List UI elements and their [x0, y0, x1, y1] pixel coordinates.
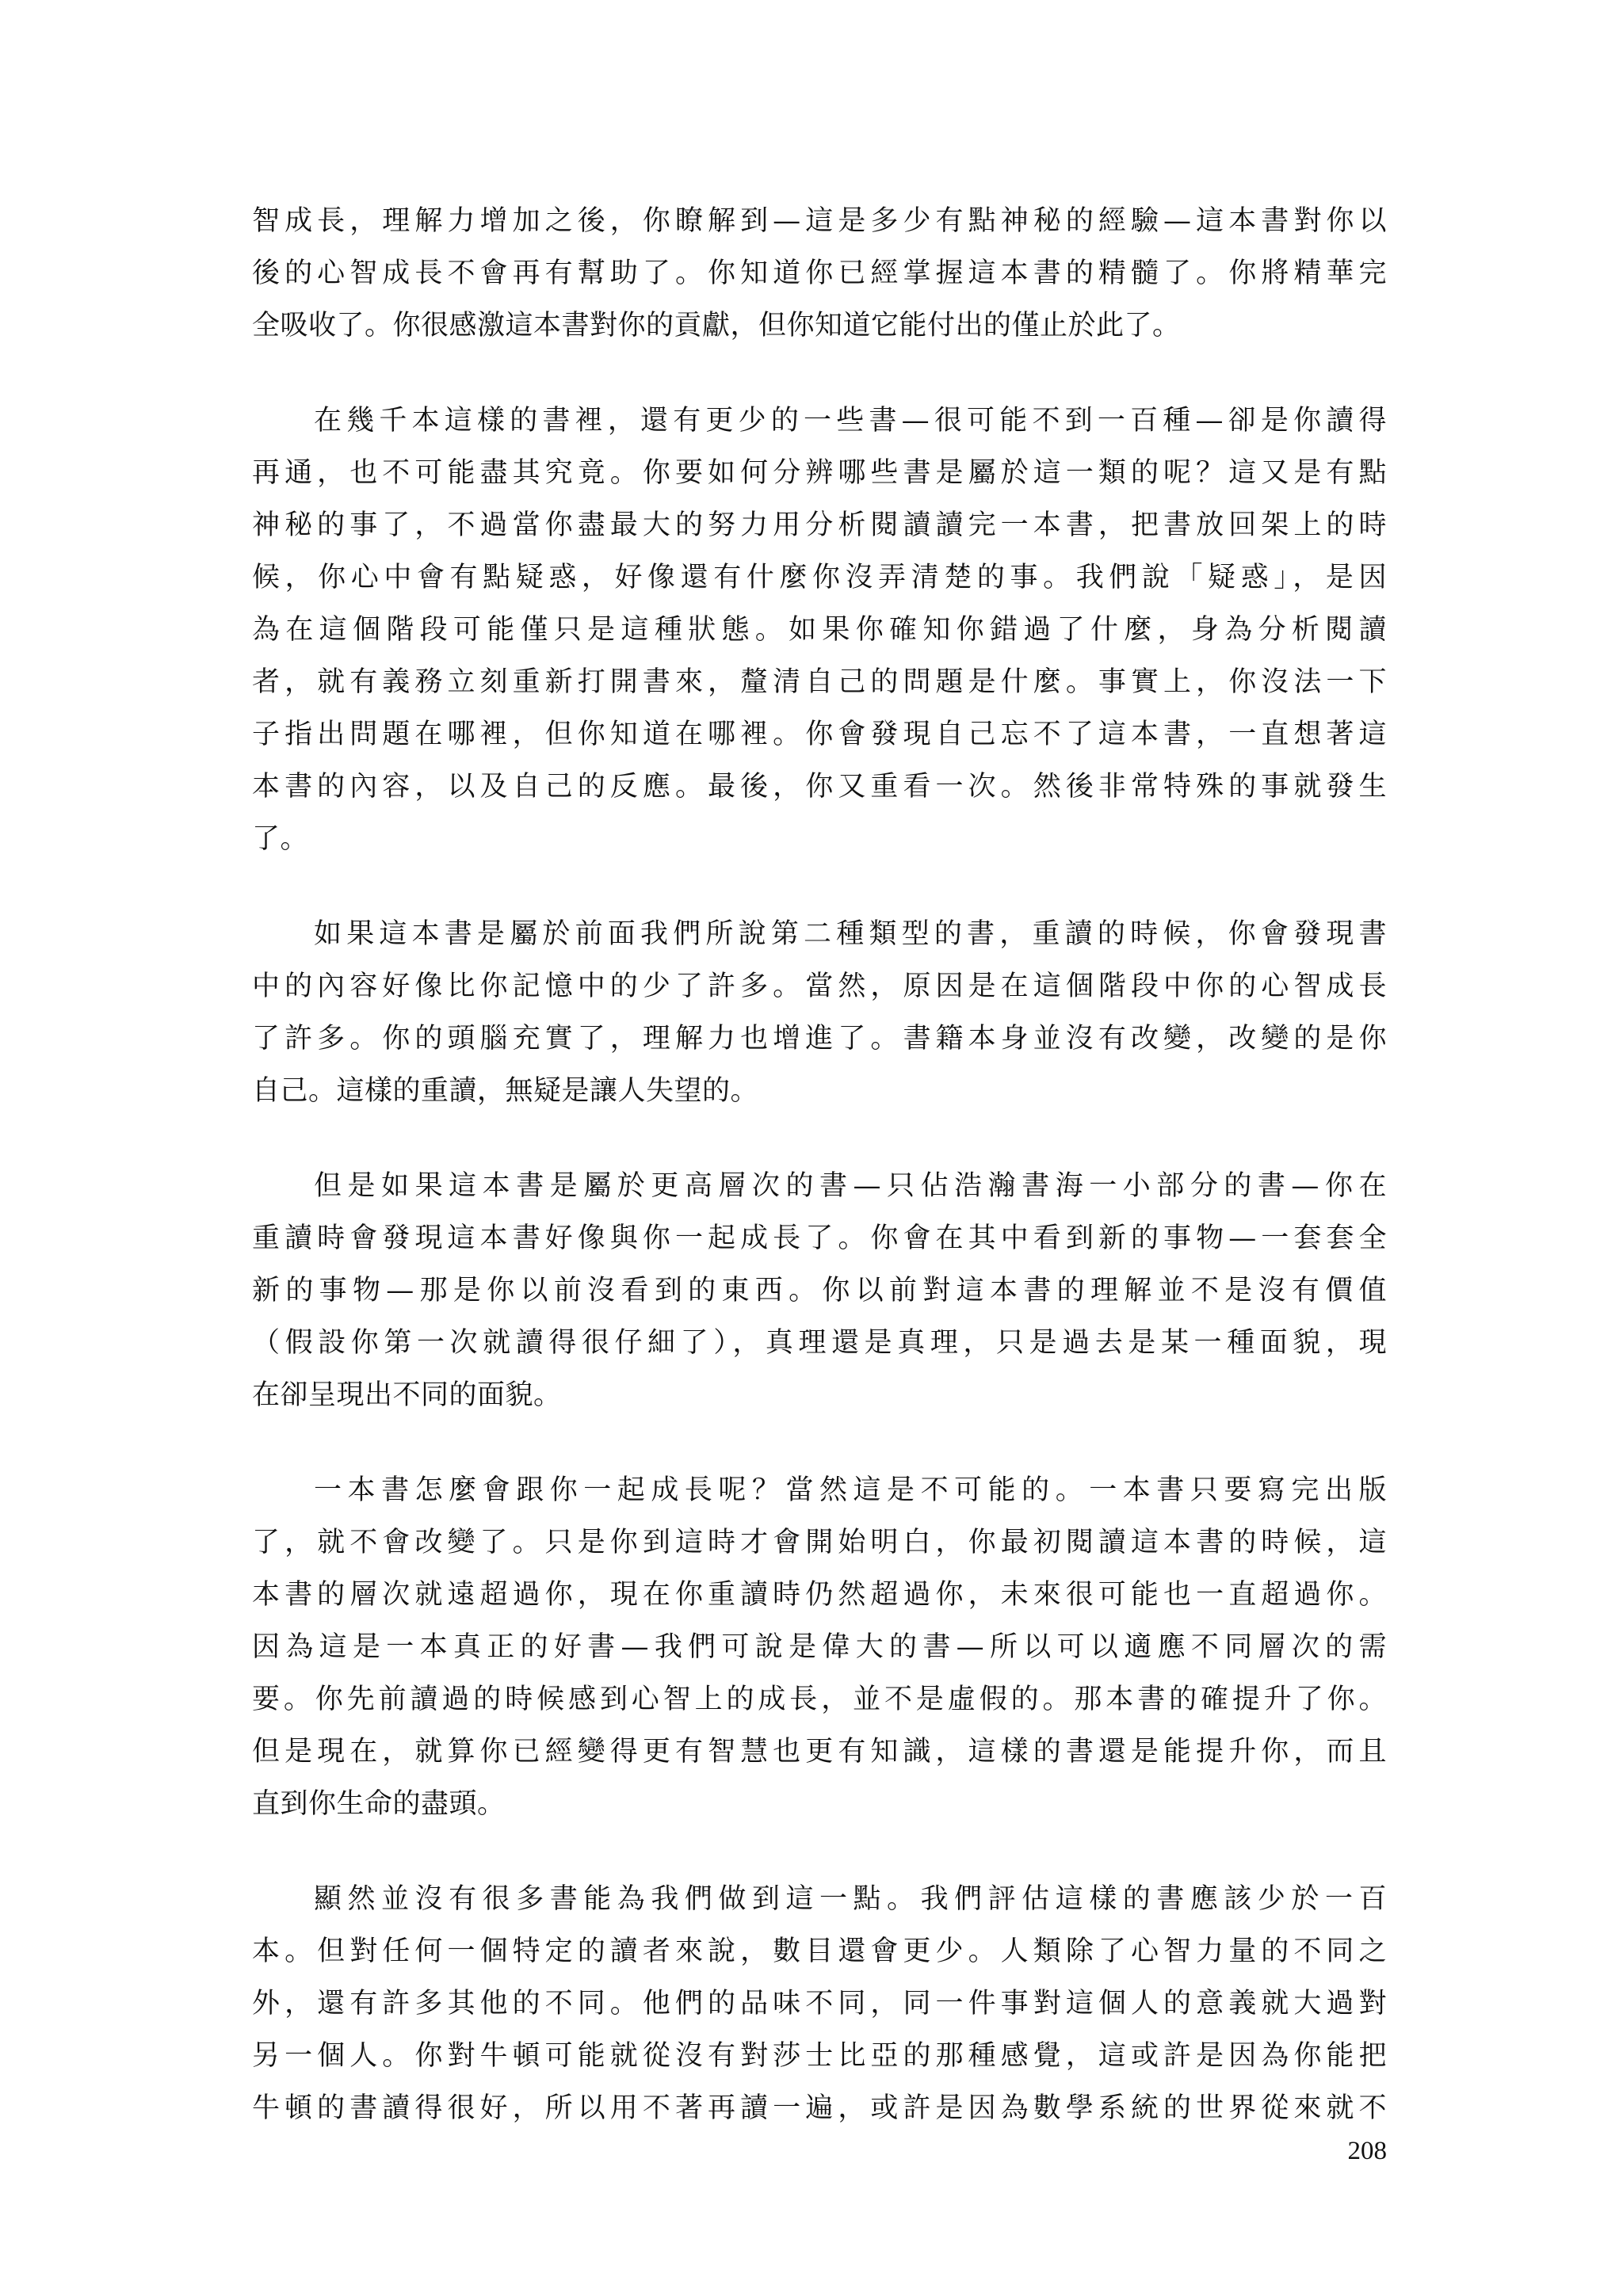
text-line: 一本書怎麼會跟你一起成長呢？當然這是不可能的。一本書只要寫完出版 [314, 1474, 1387, 1506]
text-line: 自己。這樣的重讀，無疑是讓人失望的。 [252, 1075, 759, 1107]
text-line: 但是現在，就算你已經變得更有智慧也更有知識，這樣的書還是能提升你，而且 [252, 1736, 1387, 1768]
text-line: 牛頓的書讀得很好，所以用不著再讀一遍，或許是因為數學系統的世界從來就不 [252, 2092, 1387, 2124]
text-line: 在幾千本這樣的書裡，還有更少的一些書—很可能不到一百種—卻是你讀得 [314, 405, 1387, 437]
text-line: 但是如果這本書是屬於更高層次的書—只佔浩瀚書海一小部分的書—你在 [314, 1170, 1387, 1202]
text-line: 重讀時會發現這本書好像與你一起成長了。你會在其中看到新的事物—一套套全 [252, 1222, 1387, 1254]
text-line: 全吸收了。你很感激這本書對你的貢獻，但你知道它能付出的僅止於此了。 [252, 310, 1181, 341]
text-line: （假設你第一次就讀得很仔細了），真理還是真理，只是過去是某一種面貌，現 [252, 1327, 1387, 1359]
text-line: 了，就不會改變了。只是你到這時才會開始明白，你最初閱讀這本書的時候，這 [252, 1527, 1387, 1558]
text-line: 中的內容好像比你記憶中的少了許多。當然，原因是在這個階段中你的心智成長 [252, 971, 1387, 1002]
text-line: 另一個人。你對牛頓可能就從沒有對莎士比亞的那種感覺，這或許是因為你能把 [252, 2040, 1387, 2072]
page-number: 208 [1347, 2137, 1387, 2165]
text-line: 智成長，理解力增加之後，你瞭解到—這是多少有點神秘的經驗—這本書對你以 [252, 205, 1387, 237]
text-line: 本書的層次就遠超過你，現在你重讀時仍然超過你，未來很可能也一直超過你。 [252, 1579, 1387, 1611]
text-line: 神秘的事了，不過當你盡最大的努力用分析閱讀讀完一本書，把書放回架上的時 [252, 509, 1387, 541]
text-line: 本書的內容，以及自己的反應。最後，你又重看一次。然後非常特殊的事就發生 [252, 771, 1387, 803]
text-line: 外，還有許多其他的不同。他們的品味不同，同一件事對這個人的意義就大過對 [252, 1988, 1387, 2019]
text-line: 者，就有義務立刻重新打開書來，釐清自己的問題是什麼。事實上，你沒法一下 [252, 666, 1387, 698]
text-line: 直到你生命的盡頭。 [252, 1788, 506, 1820]
text-line: 因為這是一本真正的好書—我們可說是偉大的書—所以可以適應不同層次的需 [252, 1631, 1387, 1663]
text-line: 了許多。你的頭腦充實了，理解力也增進了。書籍本身並沒有改變，改變的是你 [252, 1023, 1387, 1055]
text-line: 為在這個階段可能僅只是這種狀態。如果你確知你錯過了什麼，身為分析閱讀 [252, 614, 1387, 646]
text-line: 再通，也不可能盡其究竟。你要如何分辨哪些書是屬於這一類的呢？這又是有點 [252, 457, 1387, 489]
text-line: 如果這本書是屬於前面我們所說第二種類型的書，重讀的時候，你會發現書 [314, 918, 1387, 950]
text-line: 子指出問題在哪裡，但你知道在哪裡。你會發現自己忘不了這本書，一直想著這 [252, 719, 1387, 750]
text-line: 候，你心中會有點疑惑，好像還有什麼你沒弄清楚的事。我們說「疑惑」，是因 [252, 562, 1387, 593]
text-line: 在卻呈現出不同的面貌。 [252, 1379, 562, 1411]
text-line: 本。但對任何一個特定的讀者來說，數目還會更少。人類除了心智力量的不同之 [252, 1936, 1387, 1967]
text-line: 後的心智成長不會再有幫助了。你知道你已經掌握這本書的精髓了。你將精華完 [252, 257, 1387, 289]
text-line: 新的事物—那是你以前沒看到的東西。你以前對這本書的理解並不是沒有價值 [252, 1275, 1387, 1306]
text-line: 了。 [252, 823, 309, 855]
text-line: 顯然並沒有很多書能為我們做到這一點。我們評估這樣的書應該少於一百 [314, 1883, 1387, 1915]
text-line: 要。你先前讀過的時候感到心智上的成長，並不是虛假的。那本書的確提升了你。 [252, 1684, 1387, 1715]
